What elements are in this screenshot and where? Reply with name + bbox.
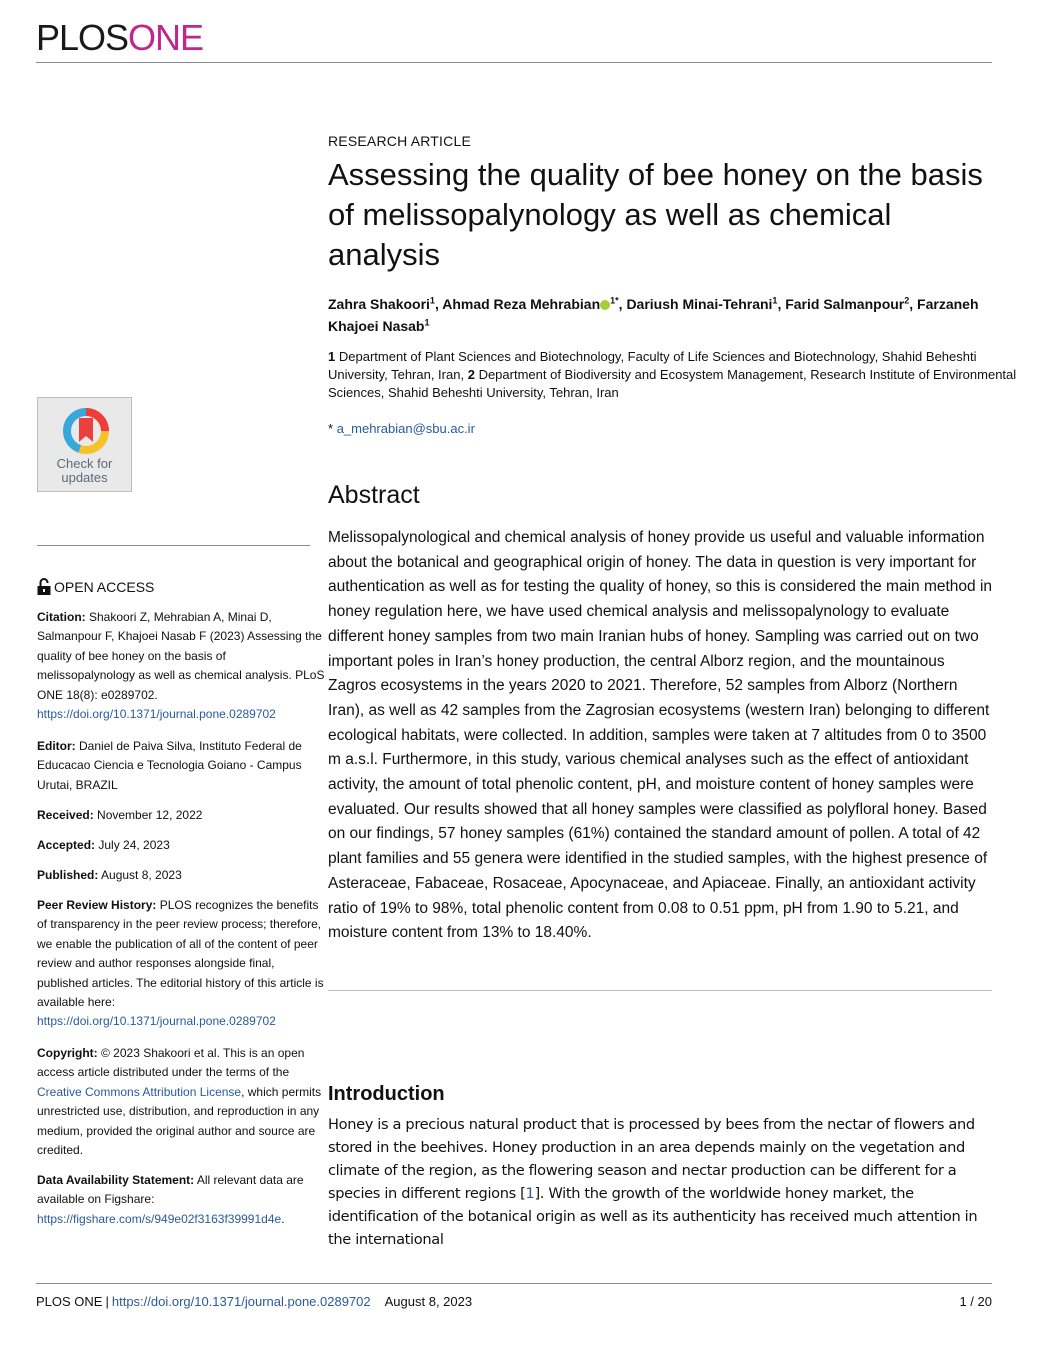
data-availability-end: . [281,1211,285,1226]
published-date: August 8, 2023 [101,868,182,882]
footer-separator: | [105,1294,109,1309]
badge-line-1: Check for [56,456,113,471]
footer-date: August 8, 2023 [384,1294,473,1309]
open-lock-icon [37,578,51,599]
author-name[interactable]: Ahmad Reza Mehrabian [442,296,601,312]
crossmark-icon [60,406,112,456]
intro-text-end: ]. With the growth of the worldwide honey market, the identification of the botanical origin as well as its authenticity has received much attention in the international [328,1185,978,1248]
copyright-text: © 2023 Shakoori et al. This is an open access article distributed under the terms of the [37,1046,305,1080]
citation-label: Citation: [37,610,86,624]
received-block [37,806,327,825]
intro-text-start: Honey is a precious natural product that is processed by bees from the nectar of flowers and stored in the beehives. Honey production in an area depends mainly on the vegetation and climate of the region, as the flowering season and nectar production can be different for a species in different regions [ [328,1116,975,1202]
accepted-label: Accepted: [37,838,96,852]
open-access-label [37,578,154,599]
editor-label: Editor: [37,739,76,753]
orcid-icon[interactable] [600,300,610,310]
figshare-link[interactable]: https://figshare.com/s/949e02f3163f39991d4e [37,1211,282,1226]
logo-plos-text: PLOS [36,17,129,58]
introduction-heading: Introduction [328,1083,445,1105]
copyright-block [37,1044,327,1160]
email-link[interactable]: a_mehrabian@sbu.ac.ir [336,421,475,436]
data-availability-block [37,1171,327,1229]
email-star: * [328,421,334,436]
accepted-block [37,836,327,855]
author-affiliation-mark: 2 [904,295,910,306]
received-date: November 12, 2022 [97,808,203,822]
editor-text: Daniel de Paiva Silva, Instituto Federal de Educacao Ciencia e Tecnologia Goiano - Campus Urutai, BRAZIL [37,739,302,792]
copyright-text-end: , which permits unrestricted use, distribution, and reproduction in any medium, provided the original author and source are credited. [37,1084,322,1158]
reference-link[interactable]: 1 [525,1185,535,1202]
peer-review-block [37,896,327,1032]
affiliations [328,348,1018,402]
logo-one-text: ONE [128,17,204,58]
footer-doi-link[interactable]: https://doi.org/10.1371/journal.pone.0289702 [111,1294,371,1309]
article-type: RESEARCH ARTICLE [328,133,471,149]
data-availability-label: Data Availability Statement: [37,1173,195,1187]
data-availability-text: All relevant data are available on Figshare: [37,1173,304,1207]
peer-review-link[interactable]: https://doi.org/10.1371/journal.pone.0289702 [37,1014,276,1029]
affiliation-text: Department of Biodiversity and Ecosystem Management, Research Institute of Environmental Sciences, Shahid Beheshti University, Tehran, Iran [328,367,1017,400]
page-number: 1 / 20 [959,1294,992,1309]
author-affiliation-mark: 1 [424,317,430,328]
author-affiliation-mark: 1 [772,295,778,306]
affiliation-number: 2 [467,367,475,382]
author-name[interactable]: Dariush Minai-Tehrani [626,296,773,312]
copyright-label: Copyright: [37,1046,98,1060]
published-label: Published: [37,868,99,882]
citation-text: Shakoori Z, Mehrabian A, Minai D, Salmanpour F, Khajoei Nasab F (2023) Assessing the quality of bee honey on the basis of melissopalynology as well as chemical analysis. PLoS ONE 18(8): e0289702. [37,610,325,702]
license-link[interactable]: Creative Commons Attribution License [37,1084,242,1099]
footer-journal: PLOS ONE [36,1294,103,1309]
introduction-text [328,1113,992,1251]
author-list: Zahra Shakoori$^1$, Ahmad Reza Mehrabian $^{1*}$, Dariush Minai-Tehrani$^1$, Farid Salmanpour$^2$, Farzaneh Khajoei Nasab$^1$ [328,295,979,334]
citation-block [37,608,327,724]
author-name[interactable]: Zahra Shakoori [328,296,430,312]
citation-doi-link[interactable]: https://doi.org/10.1371/journal.pone.0289702 [37,707,276,722]
badge-label [38,457,131,485]
author-name[interactable]: Farid Salmanpour [785,296,905,312]
corresponding-email [328,420,475,438]
journal-logo[interactable] [36,18,203,58]
abstract-text: Melissopalynological and chemical analysis of honey provide us useful and valuable information about the botanical and geographical origin of honey. The data in question is very important for authentication as well as for testing the quality of honey, so this is considered the main method in honey regulation here, we have used chemical analysis and melissopalynology to evaluate different honey samples from two main Iranian hubs of honey. Sampling was carried out on two important poles in Iran’s honey production, the central Alborz region, and the mountainous Zagros ecosystems in the years 2020 to 2021. Therefore, 52 samples from Alborz (Northern Iran), as well as 42 samples from the Zagrosian ecosystems (western Iran) belonging to different ecological habitats, were collected. In addition, samples were taken at 7 altitudes from 0 to 3500 m a.s.l. Furthermore, in this study, various chemical analyses such as the effect of antioxidant activity, the amount of total phenolic content, pH, and moisture content of honey samples were evaluated. Our results showed that all honey samples were classified as polyfloral honey. Based on our findings, 57 honey samples (61%) contained the standard amount of pollen. A total of 42 plant families and 55 genera were identified in the studied samples, with the highest presence of Asteraceae, Fabaceae, Rosaceae, Apocynaceae, and Apiaceae. Finally, an antioxidant activity ratio of 19% to 98%, total phenolic content from 0.08 to 0.51 ppm, pH from 1.90 to 5.21, and moisture content from 13% to 18.40%. [328,529,993,942]
abstract-heading: Abstract [328,481,420,509]
received-label: Received: [37,808,94,822]
author-name[interactable]: Farzaneh Khajoei Nasab [328,296,979,334]
affiliation-number: 1 [328,349,336,364]
sidebar-divider [37,545,310,546]
affiliation-text: Department of Plant Sciences and Biotechnology, Faculty of Life Sciences and Biotechnology, Shahid Beheshti University, Tehran, Iran, [328,349,977,382]
accepted-date: July 24, 2023 [98,838,170,852]
page-footer [36,1293,472,1311]
check-for-updates-badge[interactable] [37,397,132,492]
article-title: Assessing the quality of bee honey on the basis of melissopalynology as well as chemical analysis [328,157,983,272]
peer-review-label: Peer Review History: [37,898,157,912]
footer-divider [36,1283,992,1284]
peer-review-text: PLOS recognizes the benefits of transparency in the peer review process; therefore, we enable the publication of all of the content of peer review and author responses alongside final, published articles. The editorial history of this article is available here: [37,898,324,1010]
open-access-text: OPEN ACCESS [54,579,155,595]
header-divider [36,62,992,63]
author-affiliation-mark: 1* [610,295,619,306]
editor-block [37,737,327,795]
badge-line-2: updates [61,470,108,485]
published-block [37,866,327,885]
author-affiliation-mark: 1 [429,295,435,306]
abstract-divider [328,990,992,991]
